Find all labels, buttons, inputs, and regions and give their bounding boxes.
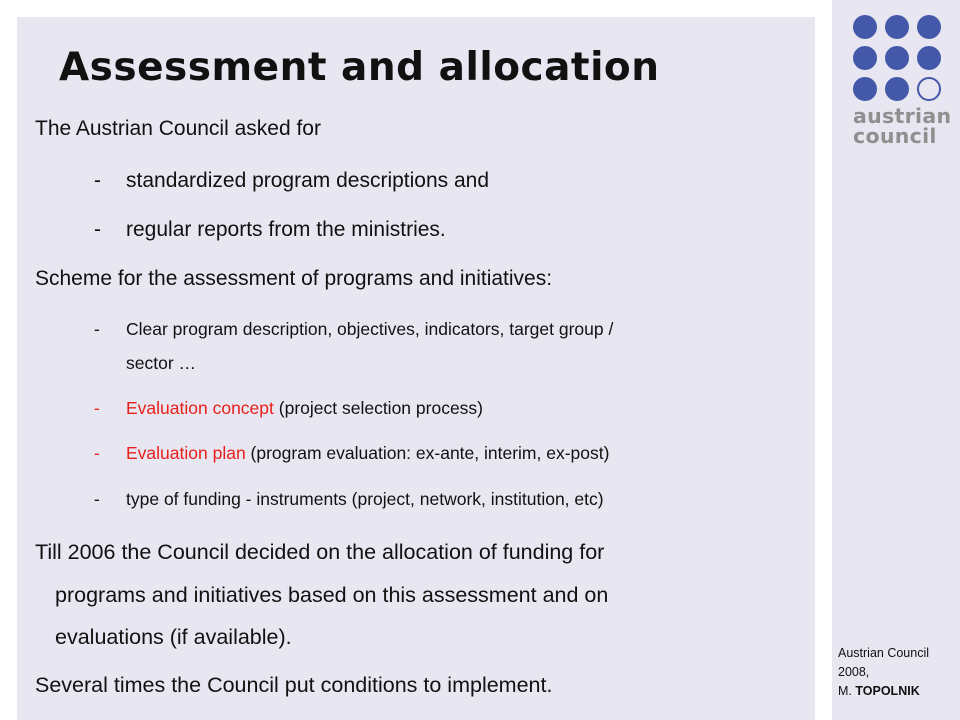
- scheme-heading: Scheme for the assessment of programs and initiatives:: [35, 267, 553, 290]
- allocation-line-2: programs and initiatives based on this assessment and on: [55, 583, 609, 607]
- allocation-line-1: Till 2006 the Council decided on the allocation of funding for: [35, 540, 605, 564]
- footer-author: [838, 684, 920, 698]
- request-item-descriptions: standardized program descriptions and: [126, 169, 490, 192]
- bullet-dash-red: -: [94, 443, 100, 463]
- logo-word-austrian: austrian: [853, 104, 952, 128]
- austrian-council-logo: [853, 15, 952, 149]
- bullet-dash: -: [94, 319, 100, 339]
- scheme-item-description-line1: Clear program description, objectives, indicators, target group /: [126, 319, 614, 339]
- bullet-dash: -: [94, 169, 101, 192]
- logo-dot-icon: [885, 77, 909, 101]
- evaluation-plan-highlight: Evaluation plan: [126, 443, 246, 463]
- scheme-item-evaluation-plan: [126, 443, 609, 464]
- logo-dot-icon: [853, 15, 877, 39]
- footer-author-name: TOPOLNIK: [855, 684, 920, 698]
- logo-dot-icon: [853, 77, 877, 101]
- slide-title: Assessment and allocation: [59, 45, 660, 90]
- bullet-dash: -: [94, 218, 101, 241]
- logo-dot-icon: [885, 46, 909, 70]
- logo-ring-icon: [917, 77, 941, 101]
- evaluation-concept-highlight: Evaluation concept: [126, 398, 274, 418]
- logo-dot-icon: [917, 15, 941, 39]
- logo-dot-icon: [853, 46, 877, 70]
- evaluation-concept-rest: (project selection process): [273, 398, 484, 418]
- footer-author-initial: M.: [838, 684, 856, 698]
- allocation-line-3: evaluations (if available).: [55, 625, 292, 649]
- logo-dot-icon: [885, 15, 909, 39]
- evaluation-plan-rest: (program evaluation: ex-ante, interim, ex-post): [245, 443, 610, 463]
- footer-year: 2008,: [838, 665, 870, 679]
- scheme-item-funding-type: type of funding - instruments (project, network, institution, etc): [126, 489, 604, 509]
- scheme-item-description-line2: sector …: [126, 353, 197, 373]
- scheme-item-evaluation-concept: [126, 398, 483, 419]
- conditions-text: Several times the Council put conditions to implement.: [35, 673, 553, 697]
- intro-text: The Austrian Council asked for: [35, 117, 321, 140]
- footer-organization: Austrian Council: [838, 646, 930, 660]
- logo-word-council: council: [853, 124, 937, 148]
- logo-dot-icon: [917, 46, 941, 70]
- bullet-dash-red: -: [94, 398, 100, 418]
- bullet-dash: -: [94, 489, 100, 509]
- request-item-reports: regular reports from the ministries.: [126, 218, 446, 241]
